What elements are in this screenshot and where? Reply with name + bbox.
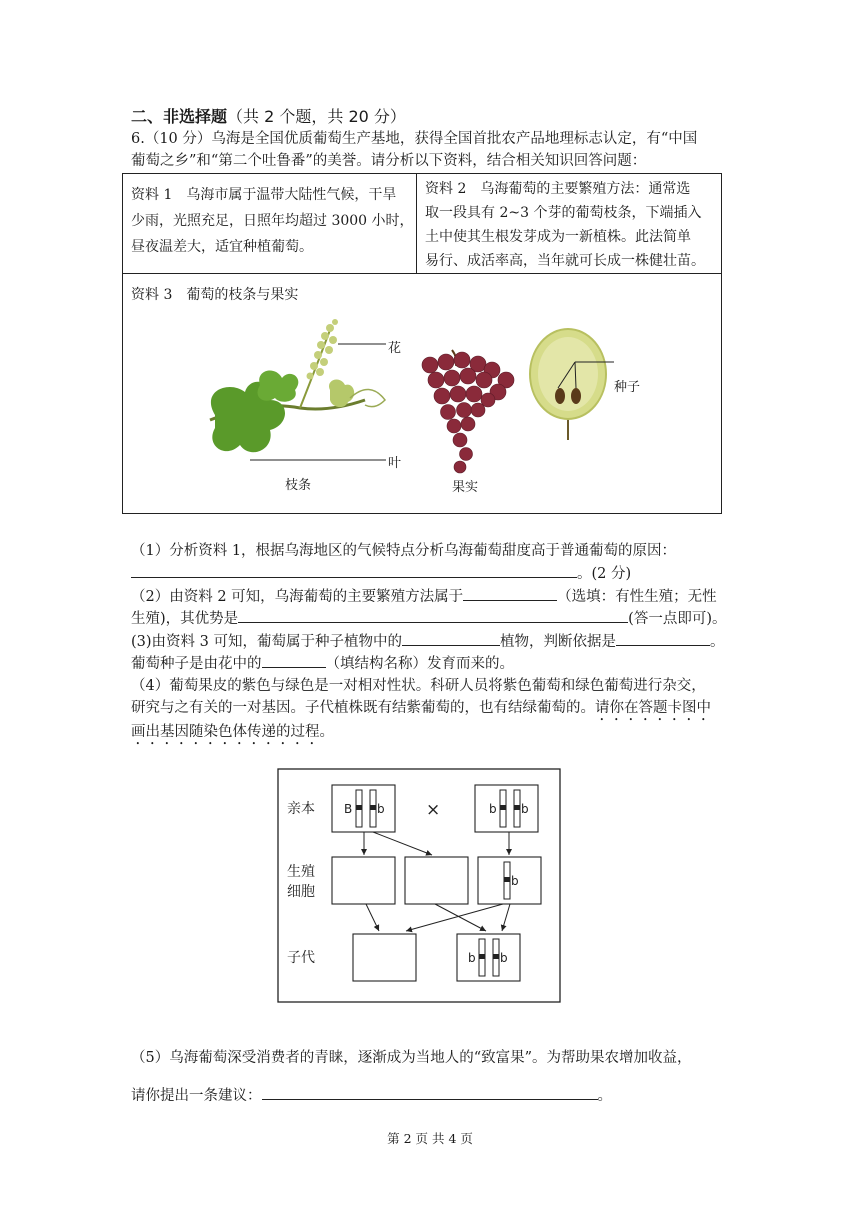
label-fruit: 果实 (452, 480, 479, 495)
sub1-tail: 。(2 分) (577, 566, 632, 582)
sub5-blank-suggestion[interactable] (262, 1084, 598, 1100)
q6-intro-line2: 葡萄之乡”和“第二个吐鲁番”的美誉。请分析以下资料，结合相关知识回答问题： (131, 153, 647, 169)
material2-line2: 取一段具有 2~3 个芽的葡萄枝条，下端插入 (425, 205, 702, 221)
gamete-box-2 (405, 857, 468, 904)
material1-line2: 少雨，光照充足，日照年均超过 3000 小时， (131, 213, 414, 229)
sub1-answer-blank[interactable] (131, 562, 577, 578)
sub2-blank-advantage[interactable] (238, 607, 628, 623)
sub3-text-e: （填结构名称）发育而来的。 (325, 656, 514, 672)
sub2-line2 (131, 607, 727, 630)
section-title-bold: 二、非选择题 (131, 107, 228, 126)
sub4-line2 (131, 697, 711, 724)
label-seed: 种子 (614, 380, 641, 395)
sub3-blank-plant[interactable] (402, 630, 500, 646)
material2-line1: 资料 2 乌海葡萄的主要繁殖方法：通常选 (425, 181, 691, 197)
gene-label-b: b (521, 802, 529, 816)
sub4-emphasis-a: 请你在答题卡图中 (595, 700, 711, 716)
sub3-text-c: 。 (709, 634, 725, 650)
row-label-gamete-1: 生殖 (287, 864, 315, 880)
grape-bunch (422, 350, 514, 473)
sub4-line3: 画出基因随染色体传递的过程。 (131, 724, 334, 740)
gene-locus (514, 805, 520, 810)
material3-title: 资料 3 葡萄的枝条与果实 (131, 287, 299, 303)
section-title (131, 104, 406, 127)
sub3-text-a: (3)由资料 3 可知，葡萄属于种子植物中的 (131, 634, 402, 650)
gene-locus (493, 954, 499, 959)
sub2-line1 (131, 585, 717, 608)
sub3-blank-basis[interactable] (616, 630, 710, 646)
row-label-gamete-2: 细胞 (287, 884, 315, 900)
gene-locus (504, 877, 510, 882)
gene-label-b: b (489, 802, 497, 816)
leaf-small (258, 371, 299, 402)
sub3-text-d: 葡萄种子是由花中的 (131, 656, 262, 672)
cross-symbol: × (426, 800, 441, 820)
offspring-box-2 (457, 934, 520, 981)
sub3-text-b: 植物，判断依据是 (499, 634, 616, 650)
label-leaf: 叶 (388, 456, 402, 471)
sub2-blank-method[interactable] (463, 585, 557, 601)
sub3-blank-structure[interactable] (262, 652, 326, 668)
gene-locus (370, 805, 376, 810)
sub1-line2 (131, 562, 631, 585)
sub5-line2 (131, 1084, 612, 1107)
gene-label-b: b (500, 951, 508, 965)
sub3-line2 (131, 652, 514, 675)
sub4-line1: （4）葡萄果皮的紫色与绿色是一对相对性状。科研人员将紫色葡萄和绿色葡萄进行杂交， (131, 678, 706, 694)
sub3-line1 (131, 630, 724, 653)
sub2-text-d: (答一点即可)。 (628, 611, 727, 627)
row-label-parent: 亲本 (287, 801, 315, 817)
row-label-offspring: 子代 (287, 950, 315, 966)
gene-label-B: B (344, 802, 353, 816)
offspring-box-1 (353, 934, 416, 981)
gene-locus (500, 805, 506, 810)
gamete-box-1 (332, 857, 395, 904)
gene-label-b: b (511, 874, 519, 888)
grape-cross-section (530, 329, 606, 440)
page-footer: 第 2 页 共 4 页 (387, 1131, 473, 1146)
genetic-diagram (277, 768, 561, 1003)
sub5-line1: （5）乌海葡萄深受消费者的青睐，逐渐成为当地人的“致富果”。为帮助果农增加收益， (131, 1050, 692, 1066)
sub2-text-c: 生殖)，其优势是 (131, 611, 239, 627)
label-branch: 枝条 (285, 478, 312, 493)
sub2-text-a: （2）由资料 2 可知，乌海葡萄的主要繁殖方法属于 (131, 589, 464, 605)
material1-line1: 资料 1 乌海市属于温带大陆性气候，干旱 (131, 187, 397, 203)
sub5-text-b: 。 (597, 1088, 612, 1104)
gene-label-b: b (468, 951, 476, 965)
material2-line4: 易行、成活率高，当年就可长成一株健壮苗。 (425, 253, 705, 269)
sub5-text-a: 请你提出一条建议： (131, 1088, 262, 1104)
sub2-text-b: （选填：有性生殖；无性 (557, 589, 717, 605)
gene-locus (479, 954, 485, 959)
label-flower: 花 (388, 341, 402, 356)
material1-line3: 昼夜温差大，适宜种植葡萄。 (131, 239, 313, 255)
gene-locus (356, 805, 362, 810)
parent-box-1 (332, 785, 395, 832)
sub4-text-a: 研究与之有关的一对基因。子代植株既有结紫葡萄的，也有结绿葡萄的。 (131, 700, 595, 716)
grape-illustration (190, 310, 650, 495)
material2-line3: 土中使其生根发芽成为一新植株。此法简单 (425, 229, 691, 245)
section-title-rest: （共 2 个题，共 20 分） (227, 107, 406, 126)
gene-label-b: b (377, 802, 385, 816)
material-divider-v (416, 173, 417, 273)
q6-intro-line1: 6.（10 分）乌海是全国优质葡萄生产基地，获得全国首批农产品地理标志认定，有“中国 (131, 131, 698, 147)
sub1-line1: （1）分析资料 1，根据乌海地区的气候特点分析乌海葡萄甜度高于普通葡萄的原因： (131, 543, 677, 559)
